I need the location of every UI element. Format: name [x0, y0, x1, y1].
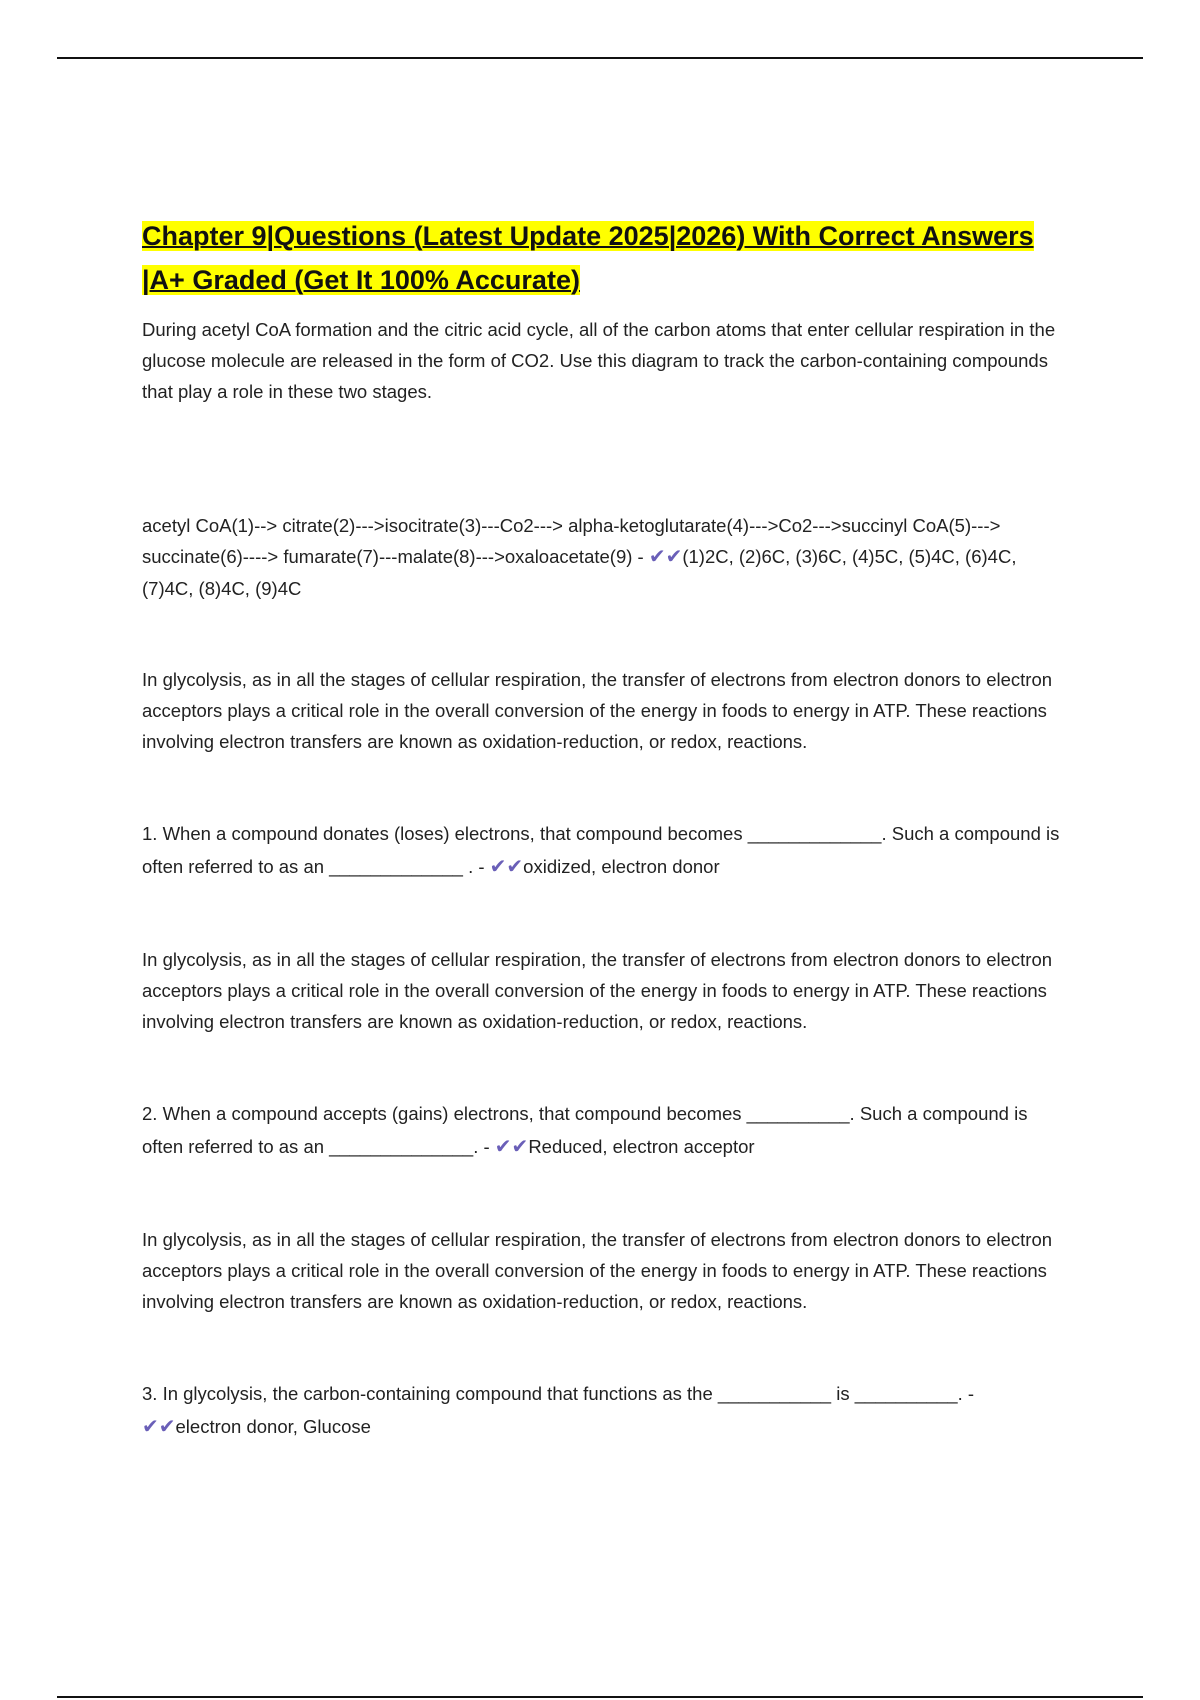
checkmark-icon: ✔✔: [489, 856, 524, 878]
checkmark-icon: ✔✔: [648, 546, 683, 568]
question-3: [142, 1377, 1072, 1444]
bottom-rule: [57, 1696, 1143, 1698]
document-title: [142, 214, 1072, 302]
checkmark-icon: ✔✔: [142, 1416, 176, 1438]
intro-paragraph: During acetyl CoA formation and the citric acid cycle, all of the carbon atoms that enter cellular respiration in the glucose molecule are released in the form of CO2. Use this diagram to track the carbon-containing compounds that play a role in these two stages.: [142, 319, 1056, 402]
pathway-text: acetyl CoA(1)--> citrate(2)--->isocitrate(3)---Co2---> alpha-ketoglutarate(4)--->Co2--->succinyl CoA(5)---> succinate(6)----> fumarate(7)---malate(8)--->oxaloacetate(9) -: [142, 515, 1001, 567]
question-3-answer: electron donor, Glucose: [175, 1416, 371, 1437]
context-paragraph-1: In glycolysis, as in all the stages of cellular respiration, the transfer of electrons from electron donors to electron acceptors plays a critical role in the overall conversion of the energy in foods to energy in ATP. These reactions involving electron transfers are known as oxidation-reduction, or redox, reactions.: [142, 669, 1053, 752]
highlighted-title-text: Chapter 9|Questions (Latest Update 2025|2026) With Correct Answers |A+ Graded (Get It 100% Accurate): [142, 221, 1034, 295]
pathway-answer: (1)2C, (2)6C, (3)6C, (4)5C, (5)4C, (6)4C, (7)4C, (8)4C, (9)4C: [142, 546, 1017, 599]
question-3-text: 3. In glycolysis, the carbon-containing compound that functions as the ___________ is __________. -: [142, 1383, 975, 1404]
top-rule: [57, 57, 1143, 59]
question-2-answer: Reduced, electron acceptor: [528, 1136, 755, 1157]
document-body: [142, 214, 1072, 1504]
question-1-answer: oxidized, electron donor: [523, 856, 720, 877]
question-2: [142, 1097, 1072, 1164]
question-2-text: 2. When a compound accepts (gains) electrons, that compound becomes __________. Such a compound is often referred to as an ______________. -: [142, 1103, 1028, 1157]
context-paragraph-2: In glycolysis, as in all the stages of cellular respiration, the transfer of electrons from electron donors to electron acceptors plays a critical role in the overall conversion of the energy in foods to energy in ATP. These reactions involving electron transfers are known as oxidation-reduction, or redox, reactions.: [142, 949, 1053, 1032]
pathway-question: [142, 510, 1072, 604]
question-1: [142, 817, 1072, 884]
context-paragraph-3: In glycolysis, as in all the stages of cellular respiration, the transfer of electrons from electron donors to electron acceptors plays a critical role in the overall conversion of the energy in foods to energy in ATP. These reactions involving electron transfers are known as oxidation-reduction, or redox, reactions.: [142, 1229, 1053, 1312]
checkmark-icon: ✔✔: [494, 1136, 529, 1158]
question-1-text: 1. When a compound donates (loses) electrons, that compound becomes _____________. Such a compound is often referred to as an _____________ . -: [142, 823, 1060, 877]
